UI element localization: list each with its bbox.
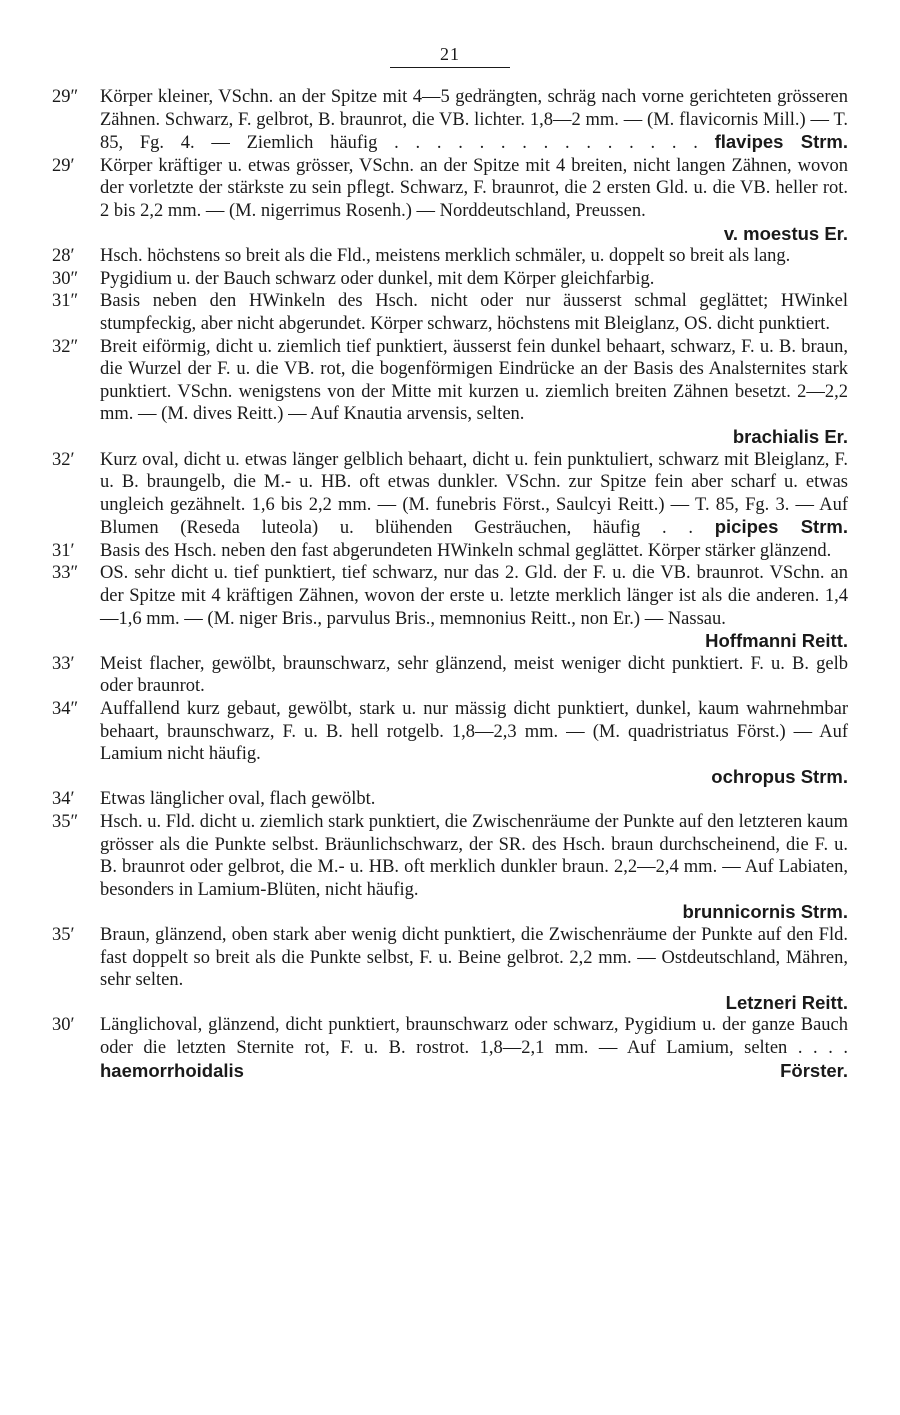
entry-description: Basis neben den HWinkeln des Hsch. nicht oder nur äusserst schmal geglättet; HWinkel stumpfeckig, aber nicht abgerundet. Körper schwarz, höchstens mit Bleiglanz, OS. dicht punktiert. [100, 291, 848, 334]
entry-text [100, 86, 848, 155]
entry-text [100, 268, 848, 291]
couplet-number: 28′ [52, 246, 75, 267]
entry-description: Meist flacher, gewölbt, braunschwarz, sehr glänzend, meist weniger dicht punktiert. F. u. B. gelb oder braunrot. [100, 653, 848, 697]
key-entry [52, 268, 848, 291]
entry-description: Körper kleiner, VSchn. an der Spitze mit 4—5 gedrängten, schräg nach vorne gerichteten grösseren Zähnen. Schwarz, F. gelbrot, B. braunrot, die VB. lichter. 1,8—2 mm. — (M. flavicornis Mill.) — T. 85, Fg. 4. — Ziemlich häufig . . . . . . . . . . . . . . . [100, 87, 848, 154]
species-name: brunnicornis Strm. [682, 901, 848, 923]
entry-description: Basis des Hsch. neben den fast abgerundeten HWinkeln schmal geglättet. Körper stärker glänzend. [100, 540, 832, 561]
species-name: Letzneri Reitt. [725, 991, 848, 1013]
entry-description: Länglichoval, glänzend, dicht punktiert, braunschwarz oder schwarz, Pygidium u. der ganze Bauch oder die letzten Sternite rot, F. u. B. rostrot. 1,8—2,1 mm. — Auf Lamium, selten . . . . [100, 1015, 848, 1058]
entry-description: OS. sehr dicht u. tief punktiert, tief schwarz, nur das 2. Gld. der F. u. die VB. braunrot. VSchn. an der Spitze mit 4 kräftigen Zähnen, wovon der erste u. letzte merklich länger ist als die anderen. 1,4—1,6 mm. — (M. niger Bris., parvulus Bris., memnonius Reitt., non Er.) — Nassau. [100, 563, 848, 629]
key-entry [52, 924, 848, 1014]
entry-description: Körper kräftiger u. etwas grösser, VSchn. an der Spitze mit 4 breiten, nicht langen Zähnen, wovon der vorletzte der stärkste zu sein pflegt. Schwarz, F. braunrot, die 2 ersten Gld. u. die VB. heller rot. 2 bis 2,2 mm. — (M. nigerrimus Rosenh.) — Norddeutschland, Preussen. [100, 155, 848, 221]
species-name: Hoffmanni Reitt. [705, 630, 848, 652]
entry-description: Breit eiförmig, dicht u. ziemlich tief punktiert, äusserst fein dunkel behaart, schwarz, F. u. B. braun, die Wurzel der F. u. die VB. rot, die bogenförmigen Eindrücke an der Basis des Analsternites stark punktiert. VSchn. wenigstens von der Mitte mit kurzen u. ziemlich breiten Zähnen besetzt. 2—2,2 mm. — (M. dives Reitt.) — Auf Knautia arvensis, selten. [100, 336, 848, 425]
entry-text [100, 540, 848, 563]
couplet-number: 31″ [52, 291, 79, 312]
page-number: 21 [440, 44, 460, 64]
entry-description: Pygidium u. der Bauch schwarz oder dunkel, mit dem Körper gleichfarbig. [100, 268, 655, 289]
species-name: brachialis Er. [732, 425, 848, 447]
entry-text [100, 811, 848, 901]
key-entry [52, 1014, 848, 1083]
entry-text [100, 1014, 848, 1083]
key-entry [52, 245, 848, 268]
couplet-number: 30′ [52, 1015, 75, 1036]
species-name: flavipes Strm. [714, 131, 849, 153]
entry-description: Etwas länglicher oval, flach gewölbt. [100, 789, 376, 810]
couplet-number: 34″ [52, 699, 79, 720]
key-entry [52, 698, 848, 788]
entry-description: Auffallend kurz gebaut, gewölbt, stark u. nur mässig dicht punktiert, dunkel, kaum wahrnehmbar behaart, braunschwarz, F. u. B. hell rotgelb. 1,8—2,3 mm. — (M. quadristriatus Först.) — Auf Lamium nicht häufig. [100, 699, 848, 765]
couplet-number: 34′ [52, 789, 75, 810]
key-entry [52, 86, 848, 155]
key-entry [52, 336, 848, 449]
key-entries [52, 86, 848, 1083]
key-entry [52, 562, 848, 652]
entry-text [100, 155, 848, 223]
entry-description: Kurz oval, dicht u. etwas länger gelblich behaart, dicht u. fein punktuliert, schwarz mit Bleiglanz, F. u. B. braungelb, die M.- u. HB. oft etwas dunkler. VSchn. zur Spitze fein aber scharf u. etwas ungleich gezähnelt. 1,6 bis 2,2 mm. — (M. funebris Först., Saulcyi Reitt.) — T. 85, Fg. 3. — Auf Blumen (Reseda luteola) u. blühenden Gesträuchen, häufig . . [100, 449, 848, 539]
key-entry [52, 788, 848, 811]
key-entry [52, 155, 848, 245]
species-name: haemorrhoidalis Förster. [100, 1059, 848, 1081]
couplet-number: 29′ [52, 155, 75, 176]
entry-description: Hsch. u. Fld. dicht u. ziemlich stark punktiert, die Zwischenräume der Punkte auf den letzteren kaum grösser als die Punkte selbst. Bräunlichschwarz, der SR. des Hsch. braun durchscheinend, die F. u. B. braunrot oder gelbrot, die M.- u. HB. oft merklich dunkler braun. 2,2—2,4 mm. — Auf Labiaten, besonders in Lamium-Blüten, nicht häufig. [100, 812, 849, 900]
key-entry [52, 811, 848, 924]
entry-text [100, 788, 848, 811]
key-entry [52, 290, 848, 335]
couplet-number: 35′ [52, 924, 75, 945]
couplet-number: 32″ [52, 336, 79, 357]
entry-text [100, 924, 848, 992]
couplet-number: 29″ [52, 87, 79, 107]
species-name: ochropus Strm. [711, 765, 848, 787]
key-entry [52, 540, 848, 563]
couplet-number: 31′ [52, 540, 75, 561]
entry-description: Hsch. höchstens so breit als die Fld., meistens merklich schmäler, u. doppelt so breit als lang. [100, 246, 791, 267]
entry-text [100, 290, 848, 335]
couplet-number: 30″ [52, 268, 79, 289]
entry-text [100, 653, 848, 698]
couplet-number: 35″ [52, 812, 79, 832]
species-name: v. moestus Er. [723, 222, 848, 244]
species-name: picipes Strm. [714, 516, 848, 538]
entry-text [100, 562, 848, 630]
entry-description: Braun, glänzend, oben stark aber wenig dicht punktiert, die Zwischenräume der Punkte auf den Fld. fast doppelt so breit als die Punkte selbst, F. u. Beine gelbrot. 2,2 mm. — Ostdeutschland, Mähren, sehr selten. [100, 924, 848, 991]
key-entry [52, 653, 848, 698]
page-number-rule [390, 67, 510, 68]
couplet-number: 33″ [52, 563, 79, 584]
couplet-number: 33′ [52, 653, 75, 674]
entry-text [100, 245, 848, 268]
entry-text [100, 449, 848, 540]
couplet-number: 32′ [52, 449, 75, 470]
key-entry [52, 449, 848, 540]
entry-text [100, 698, 848, 766]
entry-text [100, 336, 848, 426]
